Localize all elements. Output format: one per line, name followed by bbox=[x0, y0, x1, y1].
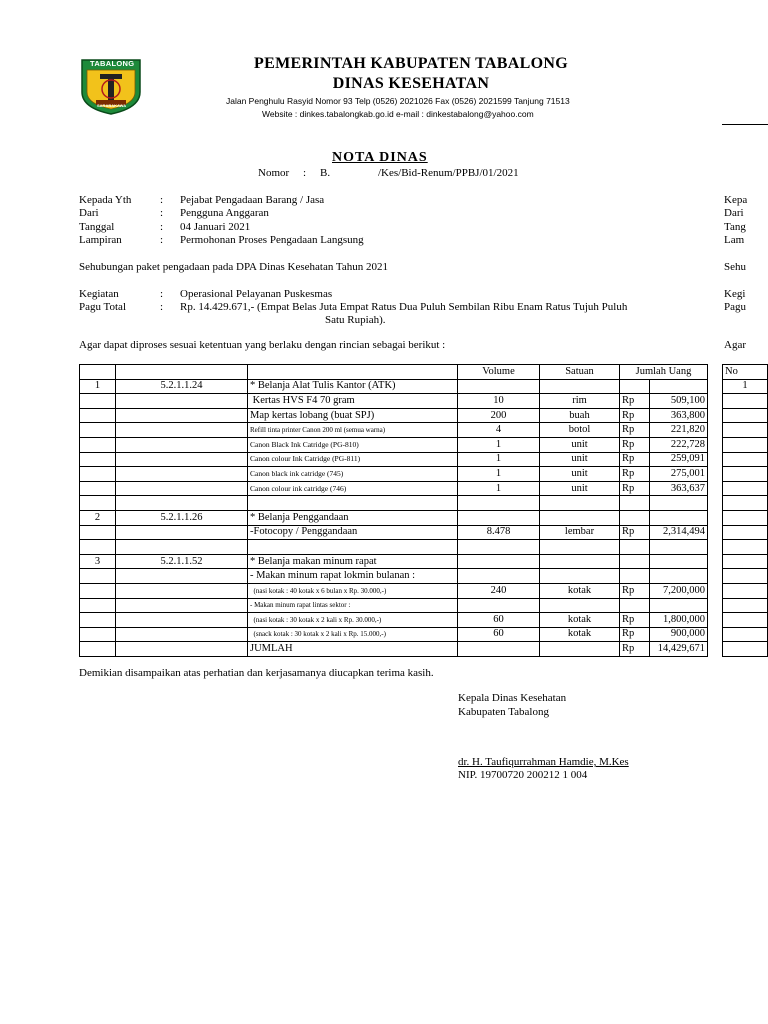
cell-volume bbox=[458, 598, 540, 613]
cell-unit: unit bbox=[540, 452, 620, 467]
header-satuan: Satuan bbox=[540, 365, 620, 380]
cell-amount: 14,429,671 bbox=[650, 642, 708, 657]
cell-description: Canon black ink catridge (745) bbox=[248, 467, 458, 482]
table-row bbox=[80, 452, 708, 467]
cell-description: * Belanja Alat Tulis Kantor (ATK) bbox=[248, 379, 458, 394]
cell-amount bbox=[650, 379, 708, 394]
cell-amount bbox=[650, 540, 708, 555]
cell-code bbox=[116, 467, 248, 482]
cell-currency: Rp bbox=[620, 394, 650, 409]
cell-unit: lembar bbox=[540, 525, 620, 540]
cell-no bbox=[80, 452, 116, 467]
cell-code bbox=[116, 481, 248, 496]
cell-currency: Rp bbox=[620, 423, 650, 438]
cell-code bbox=[116, 627, 248, 642]
cell-amount: 221,820 bbox=[650, 423, 708, 438]
right-cut-cell bbox=[723, 540, 768, 555]
kegiatan-cut: Kegi bbox=[724, 288, 746, 300]
table-row bbox=[80, 583, 708, 598]
signatory-nip: NIP. 19700720 200212 1 004 bbox=[458, 769, 588, 781]
field-value-attachment: Permohonan Proses Pengadaan Langsung bbox=[180, 234, 364, 246]
field-colon: : bbox=[160, 194, 164, 206]
cell-amount: 259,091 bbox=[650, 452, 708, 467]
cell-code bbox=[116, 452, 248, 467]
logo-motto: SARABAKAWA bbox=[97, 103, 127, 108]
cell-description: (nasi kotak : 30 kotak x 2 kali x Rp. 30.000,-) bbox=[248, 613, 458, 628]
cell-no bbox=[80, 394, 116, 409]
cell-code bbox=[116, 540, 248, 555]
field-colon: : bbox=[160, 234, 164, 246]
expense-table bbox=[79, 364, 708, 657]
cell-currency bbox=[620, 598, 650, 613]
cell-no bbox=[80, 569, 116, 584]
intro-text: Sehubungan paket pengadaan pada DPA Dinas Kesehatan Tahun 2021 bbox=[79, 261, 388, 273]
cell-currency: Rp bbox=[620, 467, 650, 482]
cell-description: Canon Black Ink Catridge (PG-810) bbox=[248, 437, 458, 452]
cell-no bbox=[80, 467, 116, 482]
field-label-from: Dari bbox=[79, 207, 99, 219]
cell-description bbox=[248, 496, 458, 511]
cell-volume bbox=[458, 496, 540, 511]
logo-text: TABALONG bbox=[90, 59, 135, 68]
duplicate-table-cut bbox=[722, 364, 768, 657]
cell-amount: 275,001 bbox=[650, 467, 708, 482]
table-row bbox=[80, 569, 708, 584]
cell-code bbox=[116, 394, 248, 409]
cell-description: JUMLAH bbox=[248, 642, 458, 657]
right-cut-cell bbox=[723, 627, 768, 642]
cell-no: 1 bbox=[80, 379, 116, 394]
field-value-from: Pengguna Anggaran bbox=[180, 207, 269, 219]
right-cut-cell bbox=[723, 642, 768, 657]
header-volume: Volume bbox=[458, 365, 540, 380]
table-row bbox=[80, 613, 708, 628]
cell-amount: 1,800,000 bbox=[650, 613, 708, 628]
cell-description bbox=[248, 540, 458, 555]
cell-amount bbox=[650, 569, 708, 584]
cell-code bbox=[116, 642, 248, 657]
table-row bbox=[80, 496, 708, 511]
cell-unit bbox=[540, 540, 620, 555]
cell-currency: Rp bbox=[620, 613, 650, 628]
kegiatan-value: Operasional Pelayanan Puskesmas bbox=[180, 288, 333, 300]
right-cut-cell bbox=[723, 437, 768, 452]
agar-text: Agar dapat diproses sesuai ketentuan yang berlaku dengan rincian sebagai berikut : bbox=[79, 339, 446, 351]
pagu-label: Pagu Total bbox=[79, 301, 126, 313]
cell-no bbox=[80, 496, 116, 511]
number-prefix: B. bbox=[320, 167, 331, 179]
cell-unit: botol bbox=[540, 423, 620, 438]
cell-unit: buah bbox=[540, 408, 620, 423]
cell-no bbox=[80, 598, 116, 613]
cell-unit: kotak bbox=[540, 627, 620, 642]
table-row bbox=[80, 437, 708, 452]
right-cut-cell bbox=[723, 408, 768, 423]
right-cut-cell bbox=[723, 569, 768, 584]
cell-volume bbox=[458, 540, 540, 555]
cell-amount bbox=[650, 496, 708, 511]
cell-description: - Makan minum rapat lokmin bulanan : bbox=[248, 569, 458, 584]
table-row bbox=[80, 627, 708, 642]
right-cut-cell bbox=[723, 467, 768, 482]
agar-cut: Agar bbox=[724, 339, 746, 351]
right-cut-cell bbox=[723, 394, 768, 409]
closing-text: Demikian disampaikan atas perhatian dan kerjasamanya diucapkan terima kasih. bbox=[79, 667, 434, 679]
right-cut-cell bbox=[723, 583, 768, 598]
cell-currency bbox=[620, 569, 650, 584]
cell-unit: unit bbox=[540, 437, 620, 452]
header-cell-no bbox=[80, 365, 116, 380]
table-row bbox=[80, 481, 708, 496]
cell-code bbox=[116, 598, 248, 613]
cell-currency bbox=[620, 510, 650, 525]
signatory-name: dr. H. Taufiqurrahman Hamdie, M.Kes bbox=[458, 756, 629, 768]
right-header-no: No bbox=[723, 365, 768, 380]
cell-no bbox=[80, 408, 116, 423]
cell-volume: 60 bbox=[458, 613, 540, 628]
cell-currency: Rp bbox=[620, 437, 650, 452]
cell-no bbox=[80, 540, 116, 555]
right-cut-cell bbox=[723, 481, 768, 496]
pagu-value: Rp. 14.429.671,- (Empat Belas Juta Empat Ratus Dua Puluh Sembilan Ribu Enam Ratus Tujuh Puluh bbox=[180, 301, 628, 313]
cell-unit bbox=[540, 569, 620, 584]
cell-amount: 363,800 bbox=[650, 408, 708, 423]
cell-code bbox=[116, 496, 248, 511]
cell-currency: Rp bbox=[620, 481, 650, 496]
cell-description: -Fotocopy / Penggandaan bbox=[248, 525, 458, 540]
field-label-cut: Lam bbox=[724, 234, 745, 246]
cell-volume: 8.478 bbox=[458, 525, 540, 540]
cell-volume bbox=[458, 569, 540, 584]
table-row bbox=[80, 379, 708, 394]
cell-no bbox=[80, 423, 116, 438]
cell-unit: kotak bbox=[540, 613, 620, 628]
cell-unit bbox=[540, 598, 620, 613]
cell-amount: 2,314,494 bbox=[650, 525, 708, 540]
cell-currency: Rp bbox=[620, 452, 650, 467]
cell-no bbox=[80, 642, 116, 657]
cell-volume bbox=[458, 642, 540, 657]
cell-no bbox=[80, 583, 116, 598]
cell-code: 5.2.1.1.24 bbox=[116, 379, 248, 394]
signatory-region: Kabupaten Tabalong bbox=[458, 706, 549, 718]
cell-unit bbox=[540, 379, 620, 394]
cell-code: 5.2.1.1.26 bbox=[116, 510, 248, 525]
cell-currency: Rp bbox=[620, 525, 650, 540]
cell-amount: 363,637 bbox=[650, 481, 708, 496]
cell-description: (snack kotak : 30 kotak x 2 kali x Rp. 15.000,-) bbox=[248, 627, 458, 642]
kegiatan-label: Kegiatan bbox=[79, 288, 119, 300]
field-label-cut: Kepa bbox=[724, 194, 748, 206]
cell-code bbox=[116, 437, 248, 452]
signatory-title: Kepala Dinas Kesehatan bbox=[458, 692, 567, 704]
table-row bbox=[80, 423, 708, 438]
cell-currency: Rp bbox=[620, 408, 650, 423]
cell-no bbox=[80, 613, 116, 628]
cell-no: 2 bbox=[80, 510, 116, 525]
cell-volume: 1 bbox=[458, 481, 540, 496]
header-cell-desc bbox=[248, 365, 458, 380]
field-label-cut: Dari bbox=[724, 207, 744, 219]
government-name: PEMERINTAH KABUPATEN TABALONG bbox=[254, 55, 568, 72]
cell-unit bbox=[540, 510, 620, 525]
cell-amount bbox=[650, 554, 708, 569]
cell-unit: unit bbox=[540, 467, 620, 482]
cell-unit: kotak bbox=[540, 583, 620, 598]
cell-no bbox=[80, 481, 116, 496]
cell-no: 3 bbox=[80, 554, 116, 569]
cell-volume: 1 bbox=[458, 452, 540, 467]
cell-no bbox=[80, 525, 116, 540]
cell-currency bbox=[620, 496, 650, 511]
cell-volume: 200 bbox=[458, 408, 540, 423]
field-value-date: 04 Januari 2021 bbox=[180, 221, 251, 233]
cell-code: 5.2.1.1.52 bbox=[116, 554, 248, 569]
cell-description: Refill tinta printer Canon 200 ml (semua warna) bbox=[248, 423, 458, 438]
cell-code bbox=[116, 613, 248, 628]
number-colon: : bbox=[303, 167, 307, 179]
table-row bbox=[80, 408, 708, 423]
right-cut-cell bbox=[723, 598, 768, 613]
cell-amount: 222,728 bbox=[650, 437, 708, 452]
pagu-cut: Pagu bbox=[724, 301, 746, 313]
cell-code bbox=[116, 569, 248, 584]
cell-description: Map kertas lobang (buat SPJ) bbox=[248, 408, 458, 423]
field-label-attachment: Lampiran bbox=[79, 234, 122, 246]
cell-code bbox=[116, 583, 248, 598]
memo-number bbox=[258, 167, 519, 179]
number-label: Nomor bbox=[258, 167, 290, 179]
cell-volume bbox=[458, 510, 540, 525]
cell-unit bbox=[540, 554, 620, 569]
cell-volume: 240 bbox=[458, 583, 540, 598]
cell-code bbox=[116, 408, 248, 423]
cell-currency: Rp bbox=[620, 627, 650, 642]
header-rule bbox=[722, 124, 768, 125]
table-row bbox=[80, 394, 708, 409]
field-label-cut: Tang bbox=[724, 221, 746, 233]
cell-unit bbox=[540, 642, 620, 657]
cell-unit: unit bbox=[540, 481, 620, 496]
cell-volume: 60 bbox=[458, 627, 540, 642]
cell-amount: 7,200,000 bbox=[650, 583, 708, 598]
cell-volume bbox=[458, 379, 540, 394]
cell-currency bbox=[620, 540, 650, 555]
table-row bbox=[80, 525, 708, 540]
government-logo bbox=[78, 56, 144, 116]
cell-volume bbox=[458, 554, 540, 569]
right-cut-cell bbox=[723, 554, 768, 569]
cell-unit: rim bbox=[540, 394, 620, 409]
contact-line: Website : dinkes.tabalongkab.go.id e-mail : dinkestabalong@yahoo.com bbox=[262, 109, 534, 119]
table-row bbox=[80, 598, 708, 613]
table-row bbox=[80, 540, 708, 555]
cell-currency: Rp bbox=[620, 583, 650, 598]
table-row bbox=[80, 510, 708, 525]
cell-no bbox=[80, 437, 116, 452]
table-row bbox=[80, 642, 708, 657]
cell-volume: 10 bbox=[458, 394, 540, 409]
cell-description: (nasi kotak : 40 kotak x 6 bulan x Rp. 30.000,-) bbox=[248, 583, 458, 598]
memo-title: NOTA DINAS bbox=[332, 150, 428, 165]
right-cut-cell bbox=[723, 423, 768, 438]
field-value-to: Pejabat Pengadaan Barang / Jasa bbox=[180, 194, 325, 206]
cell-code bbox=[116, 525, 248, 540]
cell-description: * Belanja makan minum rapat bbox=[248, 554, 458, 569]
right-cut-cell bbox=[723, 613, 768, 628]
cell-description: Canon colour Ink Catridge (PG-811) bbox=[248, 452, 458, 467]
right-cut-cell bbox=[723, 510, 768, 525]
field-colon: : bbox=[160, 207, 164, 219]
field-label-date: Tanggal bbox=[79, 221, 115, 233]
department-name: DINAS KESEHATAN bbox=[332, 75, 490, 92]
cell-amount: 509,100 bbox=[650, 394, 708, 409]
right-first-no: 1 bbox=[723, 379, 768, 394]
cell-description: Canon colour ink catridge (746) bbox=[248, 481, 458, 496]
right-cut-cell bbox=[723, 496, 768, 511]
table-row bbox=[80, 554, 708, 569]
pagu-value-continued: Satu Rupiah). bbox=[325, 314, 386, 326]
cell-no bbox=[80, 627, 116, 642]
field-label-to: Kepada Yth bbox=[79, 194, 132, 206]
cell-amount bbox=[650, 598, 708, 613]
cell-description: - Makan minum rapat lintas sektor : bbox=[248, 598, 458, 613]
header-cell-code bbox=[116, 365, 248, 380]
cell-unit bbox=[540, 496, 620, 511]
cell-volume: 1 bbox=[458, 467, 540, 482]
cell-description: * Belanja Penggandaan bbox=[248, 510, 458, 525]
intro-cut: Sehu bbox=[724, 261, 746, 273]
address-line: Jalan Penghulu Rasyid Nomor 93 Telp (0526) 2021026 Fax (0526) 2021599 Tanjung 71513 bbox=[226, 96, 570, 106]
right-cut-cell bbox=[723, 525, 768, 540]
table-row bbox=[80, 467, 708, 482]
cell-amount: 900,000 bbox=[650, 627, 708, 642]
field-colon: : bbox=[160, 301, 164, 313]
cell-currency bbox=[620, 379, 650, 394]
cell-amount bbox=[650, 510, 708, 525]
cell-description: Kertas HVS F4 70 gram bbox=[248, 394, 458, 409]
cell-volume: 4 bbox=[458, 423, 540, 438]
field-colon: : bbox=[160, 288, 164, 300]
cell-currency: Rp bbox=[620, 642, 650, 657]
field-colon: : bbox=[160, 221, 164, 233]
cell-volume: 1 bbox=[458, 437, 540, 452]
cell-code bbox=[116, 423, 248, 438]
header-jumlah: Jumlah Uang bbox=[620, 365, 708, 380]
table-header-row bbox=[80, 365, 708, 380]
cell-currency bbox=[620, 554, 650, 569]
right-cut-cell bbox=[723, 452, 768, 467]
number-suffix: /Kes/Bid-Renum/PPBJ/01/2021 bbox=[378, 167, 519, 179]
